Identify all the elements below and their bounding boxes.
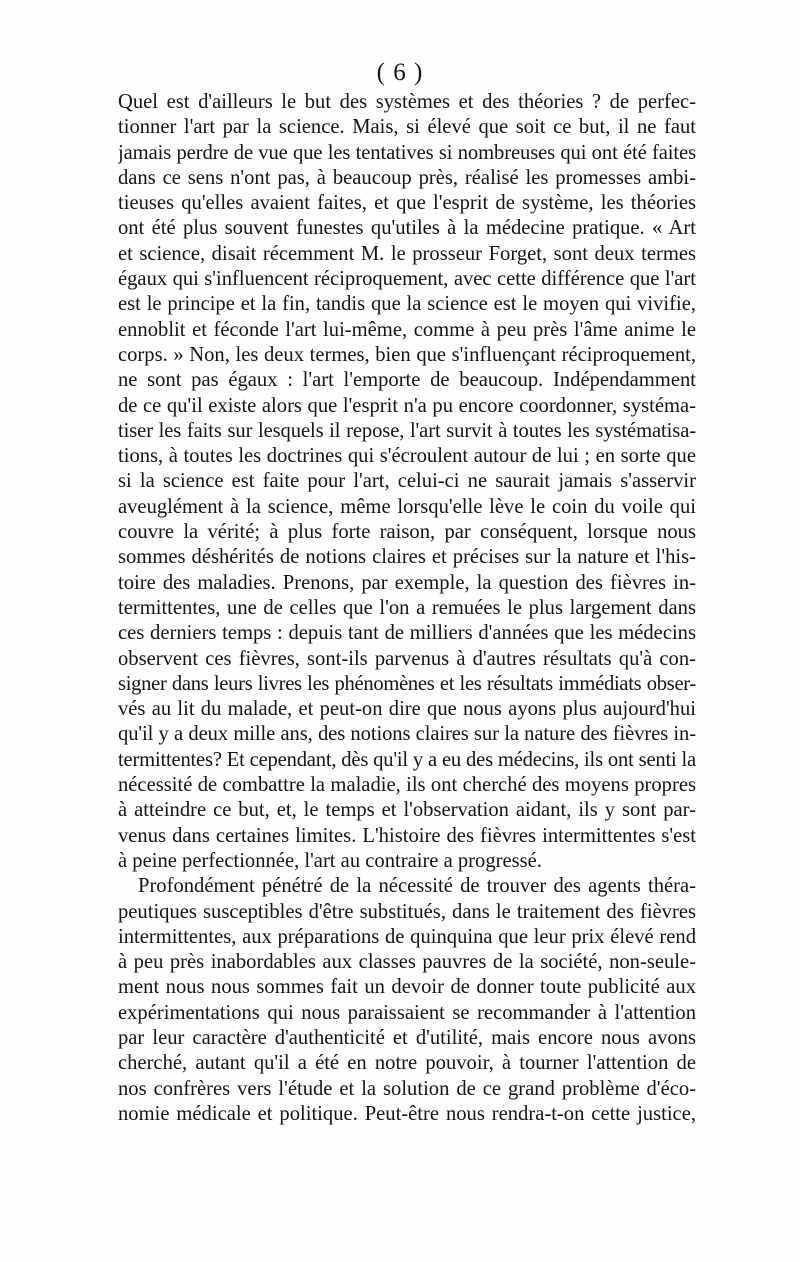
text-line: à peine perfectionnée, l'art au contraire a progressé. xyxy=(118,849,542,872)
text-line: tionner l'art par la science. Mais, si élevé que soit ce but, il ne faut xyxy=(118,116,696,139)
text-line: et science, disait récemment M. le prosseur Forget, sont deux termes xyxy=(118,242,696,265)
text-line: observent ces fièvres, sont-ils parvenus à d'autres résultats qu'à con- xyxy=(118,647,696,670)
text-line: couvre la vérité; à plus forte raison, par conséquent, lorsque nous xyxy=(118,521,696,544)
text-line: nos confrères vers l'étude et la solution de ce grand problème d'éco- xyxy=(118,1077,696,1100)
text-line: nécessité de combattre la maladie, ils ont cherché des moyens propres xyxy=(118,774,696,797)
text-line: ces derniers temps : depuis tant de milliers d'années que les médecins xyxy=(118,622,696,645)
text-line: signer dans leurs livres les phénomènes et les résultats immédiats obser- xyxy=(118,672,696,695)
text-line: à peu près inabordables aux classes pauvres de la société, non-seule- xyxy=(118,951,696,974)
text-line: tiser les faits sur lesquels il repose, l'art survit à toutes les systématisa- xyxy=(118,419,696,442)
text-line: ment nous nous sommes fait un devoir de donner toute publicité aux xyxy=(118,976,696,999)
text-line: Profondément pénétré de la nécessité de trouver des agents théra- xyxy=(138,875,696,898)
body-text xyxy=(118,90,696,1127)
text-line: jamais perdre de vue que les tentatives si nombreuses qui ont été faites xyxy=(118,141,696,164)
text-line: nomie médicale et politique. Peut-être nous rendra-t-on cette justice, xyxy=(118,1102,696,1125)
text-line: Quel est d'ailleurs le but des systèmes et des théories ? de perfec- xyxy=(118,91,696,113)
text-line: ont été plus souvent funestes qu'utiles à la médecine pratique. « Art xyxy=(118,217,696,240)
text-line: à atteindre ce but, et, le temps et l'observation aidant, ils y sont par- xyxy=(118,799,696,822)
text-line: toire des maladies. Prenons, par exemple, la question des fièvres in- xyxy=(118,571,696,594)
text-line: égaux qui s'influencent réciproquement, avec cette différence que l'art xyxy=(118,268,696,291)
text-line: est le principe et la fin, tandis que la science est le moyen qui vivifie, xyxy=(118,293,696,316)
text-line: expérimentations qui nous paraissaient se recommander à l'attention xyxy=(118,1001,696,1024)
text-line: aveuglément à la science, même lorsqu'elle lève le coin du voile qui xyxy=(118,495,696,518)
text-line: dans ce sens n'ont pas, à beaucoup près, réalisé les promesses ambi- xyxy=(118,166,696,189)
text-line: tions, à toutes les doctrines qui s'écroulent autour de lui ; en sorte que xyxy=(118,445,696,468)
page-number: ( 6 ) xyxy=(376,59,424,86)
text-line: si la science est faite pour l'art, celui-ci ne saurait jamais s'asservir xyxy=(118,470,696,493)
text-line: intermittentes, aux préparations de quinquina que leur prix élevé rend xyxy=(118,925,696,948)
text-line: de ce qu'il existe alors que l'esprit n'a pu encore coordonner, systéma- xyxy=(118,394,696,417)
text-line: ennoblit et féconde l'art lui-même, comme à peu près l'âme anime le xyxy=(118,318,696,341)
text-line: vés au lit du malade, et peut-on dire que nous ayons plus aujourd'hui xyxy=(118,698,696,721)
text-line: venus dans certaines limites. L'histoire des fièvres intermittentes s'est xyxy=(118,824,696,847)
text-line: termittentes, une de celles que l'on a remuées le plus largement dans xyxy=(118,596,696,619)
text-line: tieuses qu'elles avaient faites, et que l'esprit de système, les théories xyxy=(118,192,696,215)
text-line: termittentes? Et cependant, dès qu'il y a eu des médecins, ils ont senti la xyxy=(118,748,696,771)
text-line: qu'il y a deux mille ans, des notions claires sur la nature des fièvres in- xyxy=(118,723,696,746)
text-line: sommes déshérités de notions claires et précises sur la nature et l'his- xyxy=(118,546,696,569)
text-line: corps. » Non, les deux termes, bien que s'influençant réciproquement, xyxy=(118,343,696,366)
text-line: par leur caractère d'authenticité et d'utilité, mais encore nous avons xyxy=(118,1026,696,1049)
text-line: ne sont pas égaux : l'art l'emporte de beaucoup. Indépendamment xyxy=(118,369,696,392)
text-line: peutiques susceptibles d'être substitués, dans le traitement des fièvres xyxy=(118,900,696,923)
text-line: cherché, autant qu'il a été en notre pouvoir, à tourner l'attention de xyxy=(118,1052,696,1075)
